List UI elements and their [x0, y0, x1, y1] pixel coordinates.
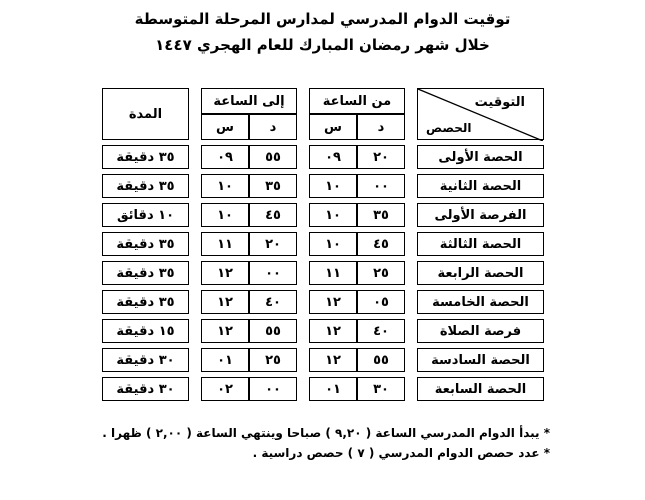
cell-period-name: الحصة الأولى: [417, 145, 544, 169]
table-row: [102, 203, 544, 227]
header-from-minutes: د: [357, 114, 405, 140]
cell-from-minutes: ٢٠: [357, 145, 405, 169]
cell-from-minutes: ٤٠: [357, 319, 405, 343]
cell-from-hours: ٠١: [309, 377, 357, 401]
table-row: [102, 174, 544, 198]
cell-from-minutes: ٤٥: [357, 232, 405, 256]
table-row: [102, 348, 544, 372]
cell-to-hours: ١٢: [201, 261, 249, 285]
header-from-time: من الساعة: [309, 88, 405, 114]
cell-period-name: الحصة الثالثة: [417, 232, 544, 256]
cell-duration: ٣٠ دقيقة: [102, 377, 189, 401]
cell-from-minutes: ٥٥: [357, 348, 405, 372]
cell-from-hours: ١٠: [309, 203, 357, 227]
cell-duration: ٣٥ دقيقة: [102, 261, 189, 285]
cell-from-hours: ١٠: [309, 174, 357, 198]
title-line-1: توقيت الدوام المدرسي لمدارس المرحلة المتوسطة: [134, 10, 511, 28]
cell-to-hours: ٠٢: [201, 377, 249, 401]
table-row: [102, 319, 544, 343]
cell-from-minutes: ٢٥: [357, 261, 405, 285]
cell-period-name: الحصة الخامسة: [417, 290, 544, 314]
cell-from-hours: ١٢: [309, 319, 357, 343]
cell-to-minutes: ٥٥: [249, 319, 297, 343]
header-duration: المدة: [102, 88, 189, 140]
cell-from-hours: ١١: [309, 261, 357, 285]
cell-from-hours: ٠٩: [309, 145, 357, 169]
table-row: [102, 232, 544, 256]
cell-to-minutes: ٤٥: [249, 203, 297, 227]
cell-to-hours: ١٠: [201, 174, 249, 198]
cell-duration: ١٠ دقائق: [102, 203, 189, 227]
cell-to-minutes: ٥٥: [249, 145, 297, 169]
cell-to-hours: ١١: [201, 232, 249, 256]
cell-to-hours: ١٢: [201, 290, 249, 314]
table-row: [102, 290, 544, 314]
table-row: [102, 145, 544, 169]
cell-duration: ٣٠ دقيقة: [102, 348, 189, 372]
header-to-time: إلى الساعة: [201, 88, 297, 114]
cell-duration: ٣٥ دقيقة: [102, 290, 189, 314]
cell-to-minutes: ٠٠: [249, 377, 297, 401]
title-line-2: خلال شهر رمضان المبارك للعام الهجري ١٤٤٧: [155, 36, 490, 54]
cell-to-hours: ١٠: [201, 203, 249, 227]
cell-duration: ٣٥ دقيقة: [102, 174, 189, 198]
cell-period-name: الحصة الرابعة: [417, 261, 544, 285]
table-row: [102, 377, 544, 401]
cell-to-minutes: ٢٠: [249, 232, 297, 256]
table-row: [102, 261, 544, 285]
cell-from-minutes: ٠٥: [357, 290, 405, 314]
cell-period-name: فرصة الصلاة: [417, 319, 544, 343]
cell-from-hours: ١٠: [309, 232, 357, 256]
cell-from-hours: ١٢: [309, 290, 357, 314]
cell-to-hours: ١٢: [201, 319, 249, 343]
cell-period-name: الحصة السابعة: [417, 377, 544, 401]
cell-from-minutes: ٠٠: [357, 174, 405, 198]
cell-to-minutes: ٣٥: [249, 174, 297, 198]
header-periods: الحصص: [426, 121, 472, 135]
cell-duration: ٣٥ دقيقة: [102, 145, 189, 169]
cell-period-name: الحصة الثانية: [417, 174, 544, 198]
cell-from-minutes: ٣٥: [357, 203, 405, 227]
header-to-hours: س: [201, 114, 249, 140]
cell-period-name: الفرصة الأولى: [417, 203, 544, 227]
header-from-hours: س: [309, 114, 357, 140]
note-start-end: * يبدأ الدوام المدرسي الساعة ( ٩,٢٠ ) صباحا وينتهي الساعة ( ٢,٠٠ ) ظهرا .: [102, 426, 550, 440]
cell-to-hours: ٠١: [201, 348, 249, 372]
cell-duration: ١٥ دقيقة: [102, 319, 189, 343]
cell-from-hours: ١٢: [309, 348, 357, 372]
cell-to-hours: ٠٩: [201, 145, 249, 169]
schedule-table: [102, 88, 544, 401]
cell-to-minutes: ٢٥: [249, 348, 297, 372]
cell-to-minutes: ٤٠: [249, 290, 297, 314]
cell-to-minutes: ٠٠: [249, 261, 297, 285]
cell-from-minutes: ٣٠: [357, 377, 405, 401]
cell-duration: ٣٥ دقيقة: [102, 232, 189, 256]
header-to-minutes: د: [249, 114, 297, 140]
cell-period-name: الحصة السادسة: [417, 348, 544, 372]
note-period-count: * عدد حصص الدوام المدرسي ( ٧ ) حصص دراسية .: [252, 446, 550, 460]
header-timing: التوقيت: [474, 95, 525, 110]
header-timing-periods: [417, 88, 544, 140]
